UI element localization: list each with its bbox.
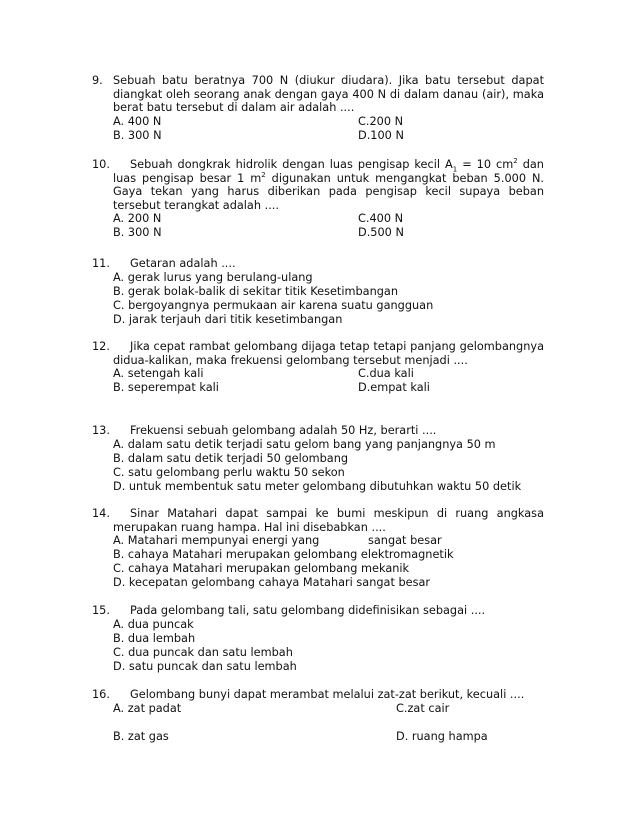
- question-number: 13.: [92, 424, 110, 437]
- question-12: [92, 340, 544, 395]
- option-d: D. untuk membentuk satu meter gelombang dibutuhkan waktu 50 detik: [113, 479, 522, 493]
- option-d: D. kecepatan gelombang cahaya Matahari sangat besar: [113, 576, 431, 589]
- question-text: Getaran adalah ....: [130, 257, 236, 270]
- option-c: C.200 N: [358, 114, 404, 128]
- question-number: 15.: [92, 604, 110, 617]
- options: [113, 702, 544, 744]
- option-b: B. gerak bolak-balik di sekitar titik Kesetimbangan: [113, 284, 399, 298]
- option-a: A. gerak lurus yang berulang-ulang: [113, 270, 313, 284]
- option-b: B. 300 N: [113, 226, 162, 239]
- option-a: A. zat padat: [113, 701, 182, 715]
- question-number: 14.: [92, 507, 110, 520]
- question-9: [92, 74, 544, 143]
- question-11: [92, 257, 544, 327]
- option-c: C. dua puncak dan satu lembah: [113, 645, 293, 659]
- option-a-continued: sangat besar: [368, 534, 442, 547]
- option-d: D. ruang hampa: [396, 729, 488, 743]
- question-text: Sebuah batu beratnya 700 N (diukur diudara). Jika batu tersebut dapat diangkat oleh seorang anak dengan gaya 400 N di dalam danau (air), maka berat batu tersebut di dalam air adalah ....: [113, 74, 544, 114]
- option-a: A. Matahari mempunyai energi yang: [113, 534, 320, 547]
- option-c: C. satu gelombang perlu waktu 50 sekon: [113, 465, 345, 479]
- option-b: B. 300 N: [113, 128, 162, 142]
- question-15: [92, 604, 544, 674]
- option-a: A. dalam satu detik terjadi satu gelom bang yang panjangnya 50 m: [113, 437, 496, 451]
- option-d: D. satu puncak dan satu lembah: [113, 659, 297, 673]
- option-b: B. dalam satu detik terjadi 50 gelombang: [113, 451, 349, 465]
- options: [113, 115, 544, 143]
- option-d: D.100 N: [358, 128, 404, 142]
- options: [113, 534, 544, 590]
- question-13: [92, 424, 544, 494]
- question-14: [92, 507, 544, 590]
- question-text: Jika cepat rambat gelombang dijaga tetap tetapi panjang gelombangnya didua-kalikan, maka frekuensi gelombang tersebut menjadi ....: [113, 340, 544, 367]
- question-text: Pada gelombang tali, satu gelombang didefinisikan sebagai ....: [130, 604, 486, 617]
- option-b: B. zat gas: [113, 729, 169, 743]
- question-text: Sinar Matahari dapat sampai ke bumi meskipun di ruang angkasa merupakan ruang hampa. Hal ini disebabkan ....: [113, 507, 544, 534]
- option-d: D. jarak terjauh dari titik kesetimbangan: [113, 312, 343, 326]
- option-b: B. cahaya Matahari merupakan gelombang elektromagnetik: [113, 548, 454, 561]
- options: [113, 618, 544, 674]
- option-c: C. cahaya Matahari merupakan gelombang mekanik: [113, 562, 410, 575]
- question-text: Gelombang bunyi dapat merambat melalui zat-zat berikut, kecuali ....: [130, 688, 525, 701]
- question-10: [92, 158, 544, 240]
- question-number: 9.: [92, 74, 103, 87]
- options: [113, 271, 544, 327]
- option-c: C. bergoyangnya permukaan air karena suatu gangguan: [113, 298, 434, 312]
- option-a: A. setengah kali: [113, 367, 204, 380]
- option-b: B. seperempat kali: [113, 381, 219, 394]
- question-number: 16.: [92, 688, 110, 701]
- question-number: 11.: [92, 257, 110, 270]
- question-text: Frekuensi sebuah gelombang adalah 50 Hz, berarti ....: [130, 424, 437, 437]
- option-c: C.dua kali: [358, 367, 414, 380]
- option-a: A. dua puncak: [113, 617, 194, 631]
- question-number: 10.: [92, 158, 110, 171]
- options: [113, 438, 544, 494]
- option-a: A. 200 N: [113, 212, 162, 225]
- option-d: D.empat kali: [358, 381, 430, 394]
- options: [113, 212, 544, 240]
- option-c: C.400 N: [358, 212, 404, 225]
- question-text: Sebuah dongkrak hidrolik dengan luas pengisap kecil $A_1 = 10$ $cm^2$ dan luas pengisap besar 1 $m^2$ digunakan untuk mengangkat beban 5.000 N. Gaya tekan yang harus diberikan pada pengisap kecil supaya beban tersebut terangkat adalah ....: [113, 157, 545, 212]
- options: [113, 367, 544, 395]
- question-number: 12.: [92, 340, 110, 353]
- option-d: D.500 N: [358, 226, 404, 239]
- option-a: A. 400 N: [113, 114, 162, 128]
- option-b: B. dua lembah: [113, 631, 196, 645]
- question-16: [92, 688, 544, 744]
- option-c: C.zat cair: [396, 701, 450, 715]
